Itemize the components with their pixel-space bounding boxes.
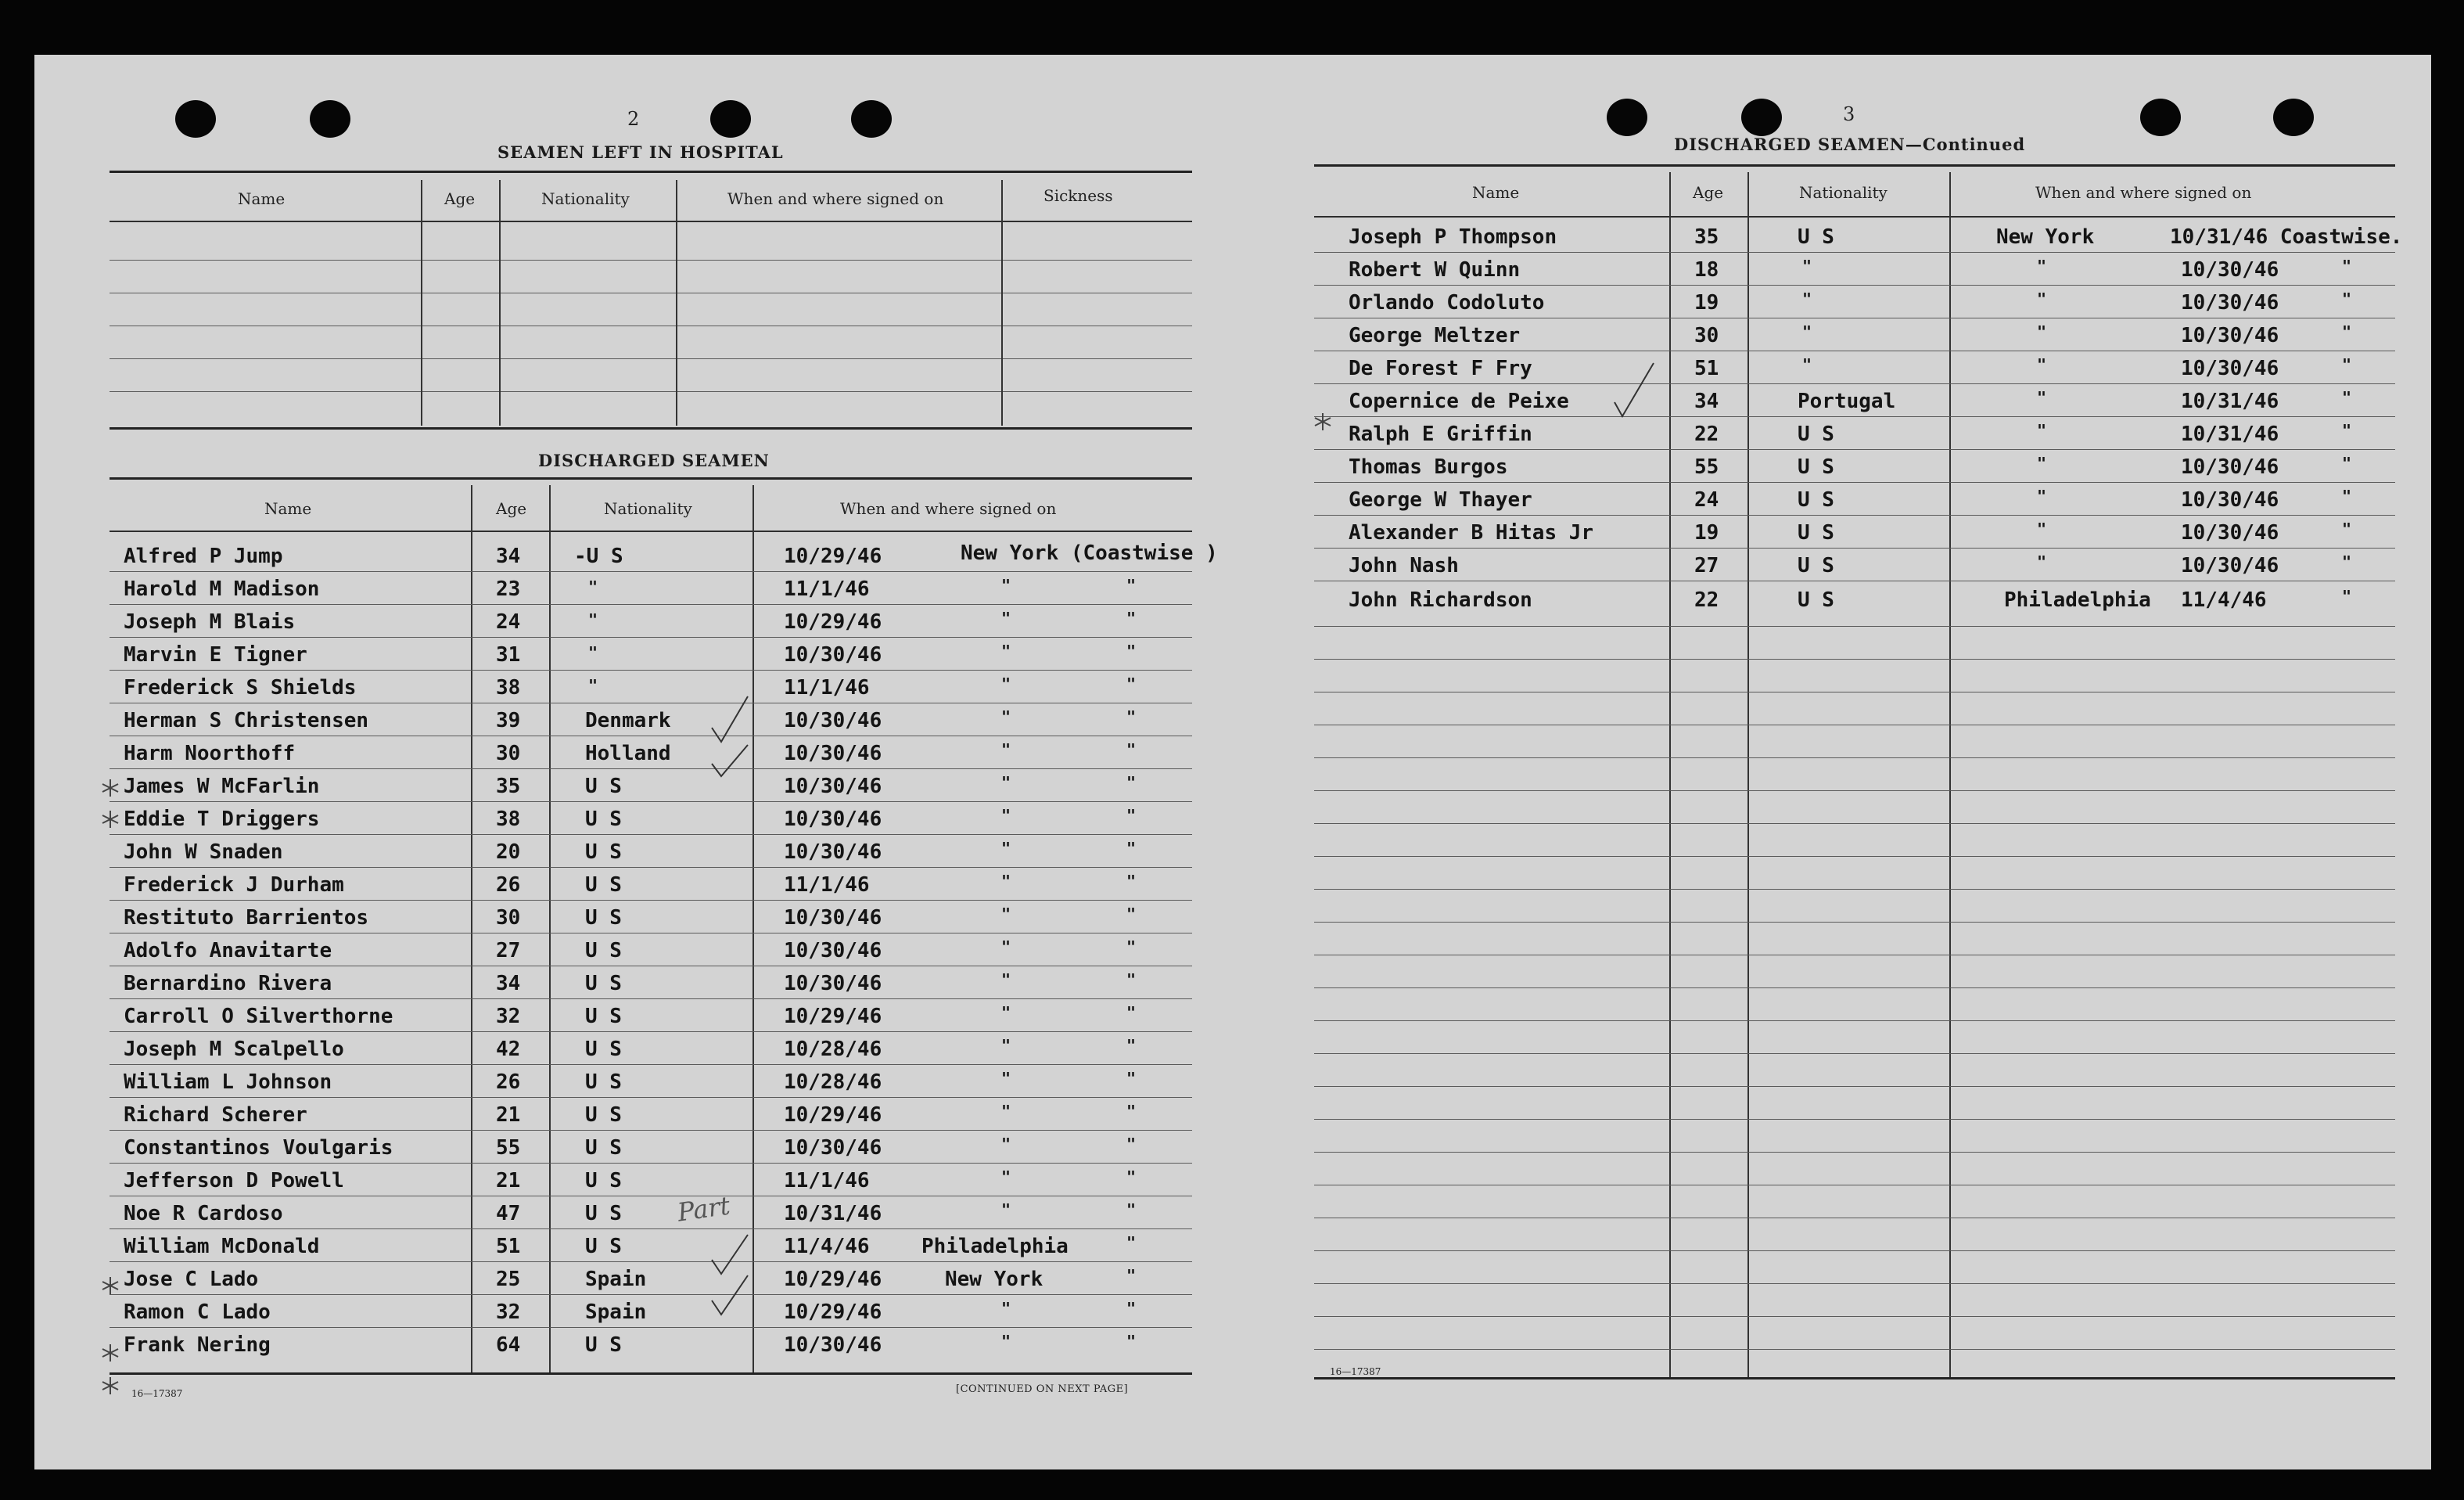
hospital-col-nationality: Nationality — [541, 189, 630, 208]
page-number-right: 3 — [1843, 103, 1855, 125]
seaman-place: New York — [1996, 225, 2095, 249]
ditto-mark: " — [1126, 806, 1137, 825]
seaman-age: 25 — [496, 1268, 521, 1291]
seaman-date: 11/4/46 — [784, 1235, 870, 1258]
seaman-name: John Nash — [1349, 554, 1459, 577]
ditto-mark: " — [1126, 576, 1137, 595]
right-col-age: Age — [1693, 183, 1724, 202]
punch-hole — [1741, 99, 1782, 136]
seaman-date: 10/30/46 — [784, 1333, 882, 1357]
seaman-date: 10/30/46 — [2181, 488, 2279, 512]
hospital-col-sickness: Sickness — [1043, 186, 1113, 205]
ditto-mark: " — [588, 577, 598, 596]
checkmark-icon — [1611, 360, 1658, 423]
seaman-age: 51 — [496, 1235, 521, 1258]
seaman-nationality: U S — [585, 775, 622, 798]
asterisk-icon — [100, 778, 120, 798]
seaman-name: Restituto Barrientos — [124, 906, 369, 930]
seaman-name: Thomas Burgos — [1349, 455, 1508, 479]
seaman-date: 10/30/46 — [2181, 554, 2279, 577]
asterisk-icon — [1313, 412, 1333, 432]
seaman-age: 35 — [1694, 225, 1719, 249]
ditto-mark: " — [2342, 454, 2352, 473]
ditto-mark: " — [2037, 322, 2047, 341]
seaman-name: Harold M Madison — [124, 577, 320, 601]
seaman-date: 10/30/46 — [784, 840, 882, 864]
seaman-date: 11/4/46 — [2181, 588, 2267, 612]
ditto-mark: " — [1001, 1167, 1011, 1186]
hospital-title: SEAMEN LEFT IN HOSPITAL — [497, 142, 784, 162]
seaman-name: Robert W Quinn — [1349, 258, 1521, 282]
seaman-name: Joseph M Blais — [124, 610, 296, 634]
seaman-date: 10/28/46 — [784, 1070, 882, 1094]
seaman-date: 10/30/46 — [784, 939, 882, 962]
seaman-age: 22 — [1694, 423, 1719, 446]
seaman-date: 10/31/46 — [2181, 423, 2279, 446]
ditto-mark: " — [2037, 355, 2047, 374]
punch-hole — [710, 100, 751, 138]
seaman-name: Frederick S Shields — [124, 676, 357, 700]
asterisk-icon — [100, 1343, 120, 1363]
ditto-mark: " — [1126, 839, 1137, 858]
ditto-mark: " — [1001, 1102, 1011, 1121]
ditto-mark: " — [1001, 1036, 1011, 1055]
seaman-nationality: Portugal — [1798, 390, 1896, 413]
ditto-mark: " — [1126, 970, 1137, 989]
punch-hole — [851, 100, 892, 138]
seaman-nationality: U S — [1798, 554, 1834, 577]
ditto-mark: " — [1126, 905, 1137, 923]
seaman-nationality: U S — [585, 840, 622, 864]
seaman-date: 11/1/46 — [784, 873, 870, 897]
ditto-mark: " — [1126, 1069, 1137, 1088]
ditto-mark: " — [588, 643, 598, 662]
seaman-age: 64 — [496, 1333, 521, 1357]
seaman-name: Adolfo Anavitarte — [124, 939, 332, 962]
seaman-nationality: U S — [585, 1070, 622, 1094]
seaman-age: 21 — [496, 1169, 521, 1192]
ditto-mark: " — [1001, 806, 1011, 825]
seaman-nationality: Spain — [585, 1300, 647, 1324]
seaman-age: 55 — [496, 1136, 521, 1160]
seaman-nationality: U S — [585, 1169, 622, 1192]
seaman-nationality: U S — [585, 1038, 622, 1061]
seaman-age: 38 — [496, 808, 521, 831]
seaman-date: 10/30/46 — [784, 643, 882, 667]
seaman-age: 30 — [496, 906, 521, 930]
right-col-nationality: Nationality — [1799, 183, 1888, 202]
seaman-date: 11/1/46 — [784, 577, 870, 601]
seaman-name: Herman S Christensen — [124, 709, 369, 732]
discharged-col-name: Name — [264, 499, 312, 518]
seaman-date: 11/1/46 — [784, 676, 870, 700]
ditto-mark: " — [2342, 355, 2352, 374]
ditto-mark: " — [1126, 740, 1137, 759]
ditto-mark: " — [2037, 454, 2047, 473]
seaman-age: 35 — [496, 775, 521, 798]
seaman-nationality: U S — [585, 1005, 622, 1028]
checkmark-icon — [709, 693, 752, 748]
ditto-mark: " — [1126, 872, 1137, 890]
seaman-name: Constantinos Voulgaris — [124, 1136, 393, 1160]
seaman-place: Philadelphia — [2004, 588, 2151, 612]
ditto-mark: " — [1001, 674, 1011, 693]
seaman-date: 10/31/46 — [784, 1202, 882, 1225]
seaman-name: Frederick J Durham — [124, 873, 344, 897]
discharged-continued-title: DISCHARGED SEAMEN—Continued — [1674, 135, 2026, 154]
ditto-mark: " — [1126, 609, 1137, 628]
seaman-nationality: Spain — [585, 1268, 647, 1291]
seaman-nationality: U S — [585, 939, 622, 962]
asterisk-icon — [100, 1275, 120, 1296]
seaman-age: 47 — [496, 1202, 521, 1225]
ditto-mark: " — [2342, 421, 2352, 440]
manifest-sheet — [34, 55, 2431, 1469]
ditto-mark: " — [1001, 970, 1011, 989]
seaman-date: 10/29/46 — [784, 1268, 882, 1291]
ditto-mark: " — [2342, 388, 2352, 407]
seaman-date: 10/31/46 — [2181, 390, 2279, 413]
seaman-date: 10/29/46 — [784, 610, 882, 634]
seaman-place: Philadelphia — [921, 1235, 1069, 1258]
ditto-mark: " — [1001, 1135, 1011, 1153]
seaman-age: 24 — [496, 610, 521, 634]
hospital-col-name: Name — [238, 189, 286, 208]
seaman-name: Jose C Lado — [124, 1268, 259, 1291]
seaman-name: John Richardson — [1349, 588, 1532, 612]
punch-hole — [2273, 99, 2314, 136]
seaman-date: 10/30/46 — [2181, 291, 2279, 315]
seaman-age: 34 — [496, 545, 521, 568]
ditto-mark: " — [1126, 937, 1137, 956]
seaman-nationality: U S — [585, 1136, 622, 1160]
punch-hole — [2140, 99, 2181, 136]
ditto-mark: " — [1001, 740, 1011, 759]
ditto-mark: " — [1126, 1003, 1137, 1022]
seaman-name: John W Snaden — [124, 840, 283, 864]
seaman-name: Ralph E Griffin — [1349, 423, 1532, 446]
hospital-col-age: Age — [444, 189, 476, 208]
ditto-mark: " — [1126, 1102, 1137, 1121]
ditto-mark: " — [2342, 322, 2352, 341]
seaman-date: 10/30/46 — [784, 972, 882, 995]
seaman-date: 10/30/46 — [784, 775, 882, 798]
seaman-date: 10/30/46 — [784, 808, 882, 831]
seaman-age: 19 — [1694, 291, 1719, 315]
seaman-age: 39 — [496, 709, 521, 732]
ditto-mark: " — [1001, 1332, 1011, 1351]
seaman-date: 11/1/46 — [784, 1169, 870, 1192]
seaman-date: 10/30/46 — [2181, 521, 2279, 545]
seaman-age: 34 — [1694, 390, 1719, 413]
seaman-age: 20 — [496, 840, 521, 864]
seaman-name: Copernice de Peixe — [1349, 390, 1569, 413]
seaman-name: George Meltzer — [1349, 324, 1521, 347]
ditto-mark: " — [2037, 487, 2047, 505]
ditto-mark: " — [1126, 1233, 1137, 1252]
seaman-nationality: U S — [585, 1103, 622, 1127]
seaman-name: Alfred P Jump — [124, 545, 283, 568]
discharged-col-age: Age — [496, 499, 527, 518]
seaman-nationality: U S — [585, 972, 622, 995]
ditto-mark: " — [2037, 388, 2047, 407]
seaman-name: Alexander B Hitas Jr — [1349, 521, 1594, 545]
ditto-mark: " — [1001, 937, 1011, 956]
hospital-col-signed-on: When and where signed on — [727, 189, 944, 208]
form-number-left: 16—17387 — [131, 1388, 183, 1399]
ditto-mark: " — [1126, 642, 1137, 660]
seaman-name: William McDonald — [124, 1235, 320, 1258]
seaman-age: 24 — [1694, 488, 1719, 512]
seaman-date: 10/30/46 — [784, 742, 882, 765]
page-number-left: 2 — [627, 108, 640, 130]
seaman-nationality: U S — [585, 1202, 622, 1225]
seaman-name: Joseph P Thompson — [1349, 225, 1557, 249]
seaman-date: 10/30/46 — [784, 1136, 882, 1160]
seaman-age: 30 — [496, 742, 521, 765]
ditto-mark: " — [1001, 1299, 1011, 1318]
ditto-mark: " — [1126, 1036, 1137, 1055]
seaman-name: Harm Noorthoff — [124, 742, 296, 765]
seaman-date: 10/29/46 — [784, 1005, 882, 1028]
ditto-mark: " — [2342, 552, 2352, 571]
continued-note: [CONTINUED ON NEXT PAGE] — [956, 1383, 1129, 1395]
seaman-age: 30 — [1694, 324, 1719, 347]
seaman-place: New York — [945, 1268, 1043, 1291]
ditto-mark: " — [588, 610, 598, 629]
seaman-date: 10/30/46 — [784, 709, 882, 732]
right-col-name: Name — [1472, 183, 1520, 202]
seaman-age: 42 — [496, 1038, 521, 1061]
ditto-mark: " — [1001, 609, 1011, 628]
ditto-mark: " — [1001, 1200, 1011, 1219]
asterisk-icon — [100, 1376, 120, 1396]
seaman-age: 55 — [1694, 455, 1719, 479]
checkmark-icon — [709, 742, 752, 781]
seaman-date: 10/29/46 — [784, 545, 882, 568]
ditto-mark: " — [1001, 872, 1011, 890]
ditto-mark: " — [1001, 773, 1011, 792]
ditto-mark: " — [1001, 707, 1011, 726]
seaman-date: 10/30/46 — [2181, 357, 2279, 380]
seaman-name: William L Johnson — [124, 1070, 332, 1094]
ditto-mark: " — [1126, 1167, 1137, 1186]
ditto-mark: " — [1126, 1200, 1137, 1219]
seaman-nationality: U S — [585, 906, 622, 930]
seaman-age: 23 — [496, 577, 521, 601]
checkmark-icon — [709, 1232, 752, 1279]
seaman-age: 34 — [496, 972, 521, 995]
seaman-nationality: U S — [1798, 423, 1834, 446]
ditto-mark: " — [1001, 905, 1011, 923]
seaman-age: 22 — [1694, 588, 1719, 612]
ditto-mark: " — [1802, 257, 1812, 275]
ditto-mark: " — [1126, 1332, 1137, 1351]
seaman-nationality: Denmark — [585, 709, 671, 732]
seaman-age: 26 — [496, 873, 521, 897]
handwritten-note: Part — [675, 1190, 732, 1228]
seaman-nationality: U S — [1798, 588, 1834, 612]
seaman-nationality: U S — [585, 808, 622, 831]
ditto-mark: " — [2342, 487, 2352, 505]
seaman-nationality: U S — [1798, 488, 1834, 512]
ditto-mark: " — [1126, 707, 1137, 726]
ditto-mark: " — [1126, 1299, 1137, 1318]
seaman-name: Eddie T Driggers — [124, 808, 320, 831]
ditto-mark: " — [2037, 421, 2047, 440]
seaman-age: 32 — [496, 1300, 521, 1324]
ditto-mark: " — [1001, 1003, 1011, 1022]
discharged-title: DISCHARGED SEAMEN — [538, 451, 770, 470]
seaman-name: Bernardino Rivera — [124, 972, 332, 995]
seaman-place: New York (Coastwise ) — [961, 541, 1218, 565]
seaman-name: Richard Scherer — [124, 1103, 307, 1127]
ditto-mark: " — [2342, 587, 2352, 606]
ditto-mark: " — [1802, 355, 1812, 374]
ditto-mark: " — [2037, 552, 2047, 571]
seaman-nationality: -U S — [574, 545, 623, 568]
seaman-name: Joseph M Scalpello — [124, 1038, 344, 1061]
asterisk-icon — [100, 809, 120, 829]
ditto-mark: " — [2037, 520, 2047, 538]
seaman-nationality: U S — [585, 873, 622, 897]
seaman-age: 21 — [496, 1103, 521, 1127]
seaman-name: Ramon C Lado — [124, 1300, 271, 1324]
ditto-mark: " — [588, 676, 598, 695]
discharged-col-signed-on: When and where signed on — [840, 499, 1057, 518]
form-number-right: 16—17387 — [1330, 1366, 1381, 1377]
seaman-age: 38 — [496, 676, 521, 700]
seaman-nationality: U S — [1798, 455, 1834, 479]
ditto-mark: " — [2037, 290, 2047, 308]
seaman-name: De Forest F Fry — [1349, 357, 1532, 380]
ditto-mark: " — [1802, 322, 1812, 341]
seaman-name: Marvin E Tigner — [124, 643, 307, 667]
discharged-col-nationality: Nationality — [604, 499, 692, 518]
ditto-mark: " — [2037, 257, 2047, 275]
seaman-nationality: U S — [1798, 225, 1834, 249]
seaman-date: 10/30/46 — [784, 906, 882, 930]
seaman-age: 19 — [1694, 521, 1719, 545]
punch-hole — [175, 100, 216, 138]
checkmark-icon — [709, 1272, 752, 1319]
seaman-name: Jefferson D Powell — [124, 1169, 344, 1192]
seaman-name: George W Thayer — [1349, 488, 1532, 512]
punch-hole — [310, 100, 350, 138]
ditto-mark: " — [1126, 674, 1137, 693]
seaman-date: 10/29/46 — [784, 1103, 882, 1127]
ditto-mark: " — [1126, 773, 1137, 792]
ditto-mark: " — [2342, 290, 2352, 308]
ditto-mark: " — [1126, 1266, 1137, 1285]
ditto-mark: " — [1802, 290, 1812, 308]
seaman-nationality: U S — [1798, 521, 1834, 545]
right-col-signed-on: When and where signed on — [2035, 183, 2252, 202]
seaman-age: 27 — [496, 939, 521, 962]
seaman-age: 26 — [496, 1070, 521, 1094]
seaman-date: 10/28/46 — [784, 1038, 882, 1061]
seaman-date: 10/30/46 — [2181, 324, 2279, 347]
seaman-age: 18 — [1694, 258, 1719, 282]
ditto-mark: " — [1001, 642, 1011, 660]
seaman-name: Carroll O Silverthorne — [124, 1005, 393, 1028]
seaman-name: Orlando Codoluto — [1349, 291, 1545, 315]
ditto-mark: " — [1001, 576, 1011, 595]
punch-hole — [1607, 99, 1647, 136]
seaman-name: Frank Nering — [124, 1333, 271, 1357]
seaman-date: 10/30/46 — [2181, 258, 2279, 282]
ditto-mark: " — [1001, 1069, 1011, 1088]
seaman-nationality: Holland — [585, 742, 671, 765]
ditto-mark: " — [1126, 1135, 1137, 1153]
seaman-name: Noe R Cardoso — [124, 1202, 283, 1225]
seaman-age: 51 — [1694, 357, 1719, 380]
ditto-mark: " — [1001, 839, 1011, 858]
seaman-age: 27 — [1694, 554, 1719, 577]
ditto-mark: " — [2342, 257, 2352, 275]
seaman-nationality: U S — [585, 1235, 622, 1258]
seaman-age: 32 — [496, 1005, 521, 1028]
ditto-mark: " — [2342, 520, 2352, 538]
seaman-age: 31 — [496, 643, 521, 667]
seaman-date: 10/29/46 — [784, 1300, 882, 1324]
seaman-name: James W McFarlin — [124, 775, 320, 798]
seaman-nationality: U S — [585, 1333, 622, 1357]
seaman-date: 10/30/46 — [2181, 455, 2279, 479]
seaman-date: 10/31/46 Coastwise. — [2170, 225, 2403, 249]
